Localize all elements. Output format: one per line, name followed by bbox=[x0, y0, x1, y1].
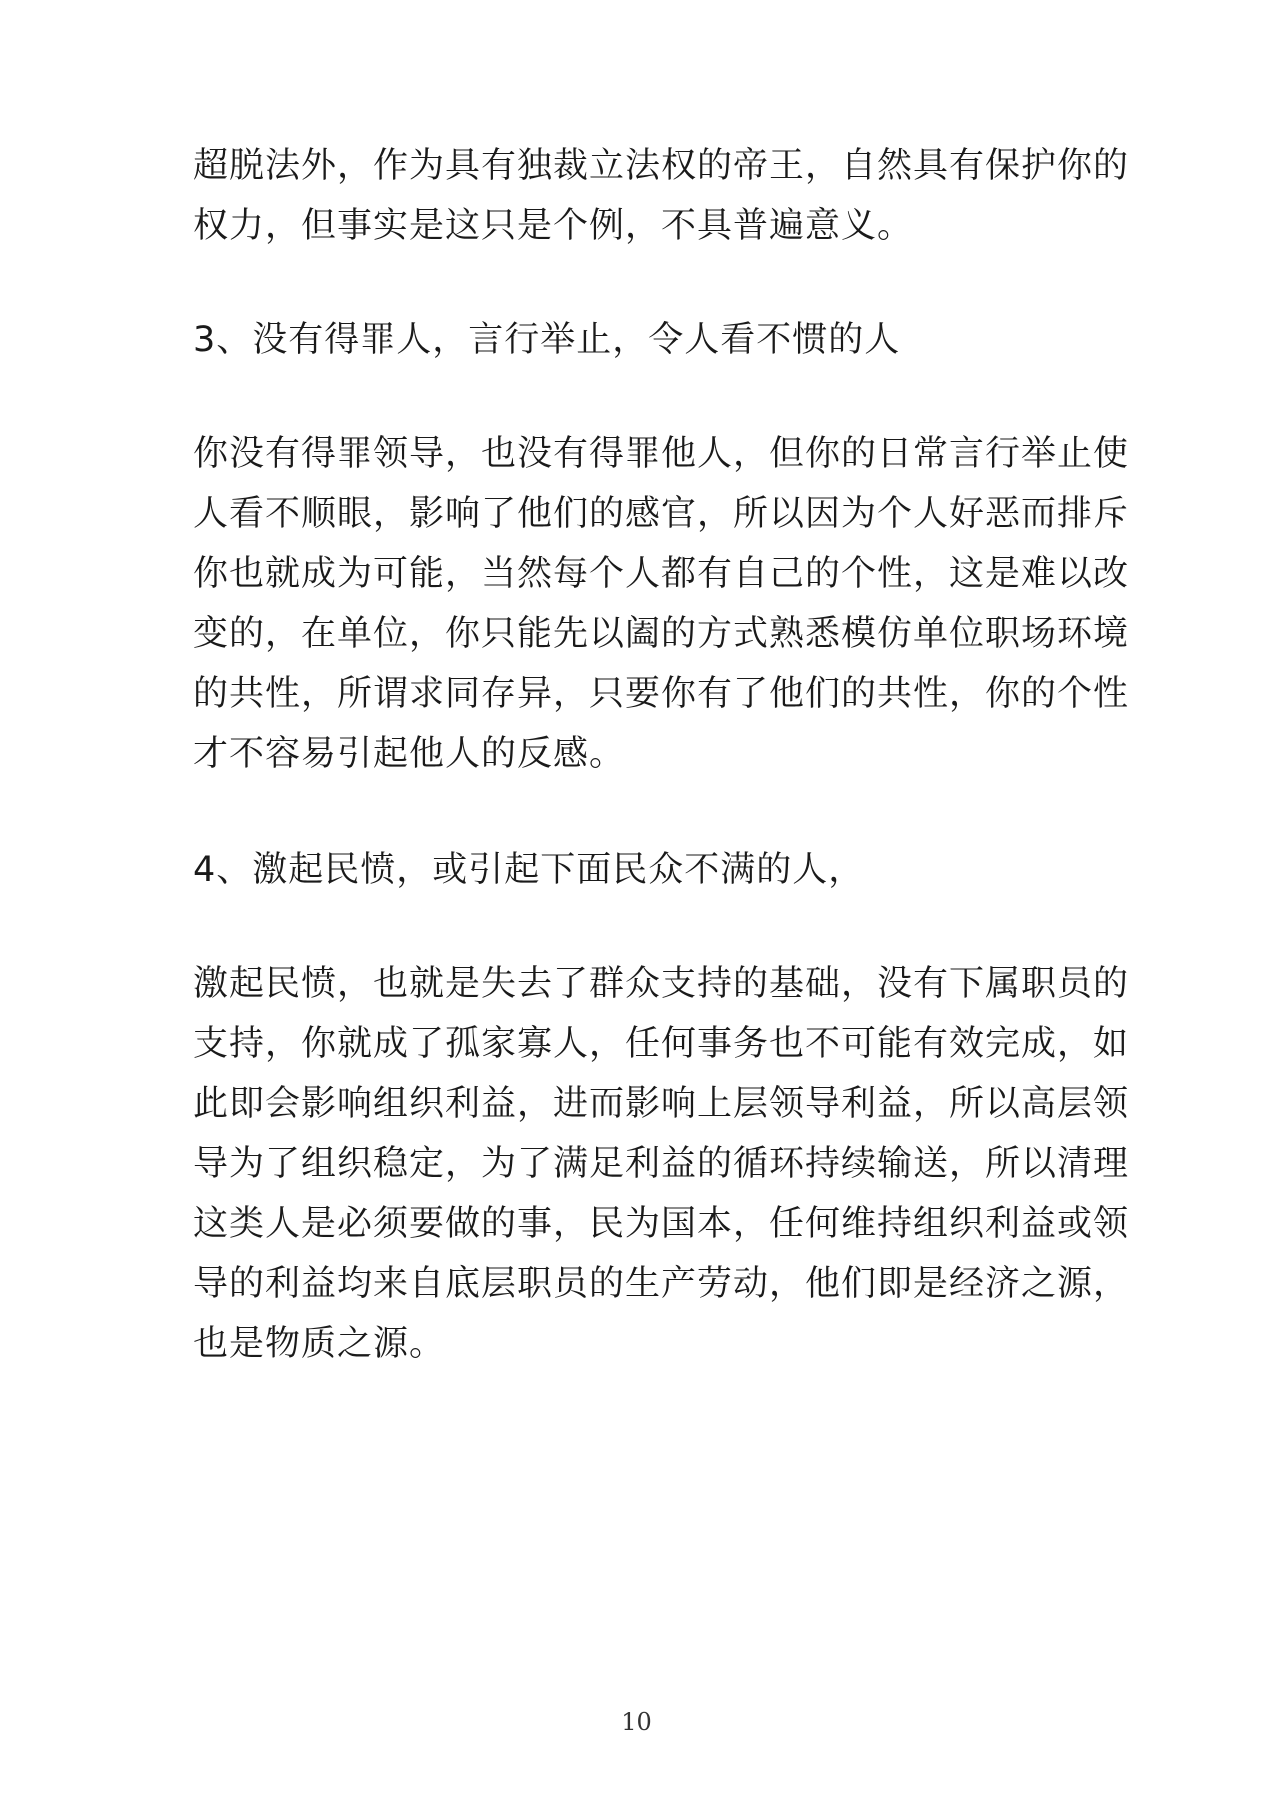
paragraph-line: 导的利益均来自底层职员的生产劳动，他们即是经济之源， bbox=[193, 1264, 1130, 1304]
paragraph-line: 激起民愤，也就是失去了群众支持的基础，没有下属职员的 bbox=[193, 964, 1130, 1004]
paragraph-line: 你没有得罪领导，也没有得罪他人，但你的日常言行举止使 bbox=[193, 434, 1130, 474]
section-heading: 4、激起民愤，或引起下面民众不满的人， bbox=[193, 850, 865, 890]
paragraph-line: 超脱法外，作为具有独裁立法权的帝王，自然具有保护你的 bbox=[193, 146, 1130, 186]
paragraph-line: 这类人是必须要做的事，民为国本，任何维持组织利益或领 bbox=[193, 1204, 1130, 1244]
paragraph-line: 导为了组织稳定，为了满足利益的循环持续输送，所以清理 bbox=[193, 1144, 1130, 1184]
paragraph-line: 人看不顺眼，影响了他们的感官，所以因为个人好恶而排斥 bbox=[193, 494, 1130, 534]
paragraph-line: 才不容易引起他人的反感。 bbox=[193, 734, 626, 774]
paragraph-line: 支持，你就成了孤家寡人，任何事务也不可能有效完成，如 bbox=[193, 1024, 1130, 1064]
section-heading: 3、没有得罪人，言行举止，令人看不惯的人 bbox=[193, 320, 901, 360]
page-number: 10 bbox=[621, 1708, 652, 1736]
paragraph-line: 变的，在单位，你只能先以阖的方式熟悉模仿单位职场环境 bbox=[193, 614, 1130, 654]
paragraph-line: 你也就成为可能，当然每个人都有自己的个性，这是难以改 bbox=[193, 554, 1130, 594]
paragraph-line: 的共性，所谓求同存异，只要你有了他们的共性，你的个性 bbox=[193, 674, 1130, 714]
paragraph-line: 权力，但事实是这只是个例，不具普遍意义。 bbox=[193, 206, 914, 246]
paragraph-line: 也是物质之源。 bbox=[193, 1324, 446, 1364]
paragraph-line: 此即会影响组织利益，进而影响上层领导利益，所以高层领 bbox=[193, 1084, 1130, 1124]
